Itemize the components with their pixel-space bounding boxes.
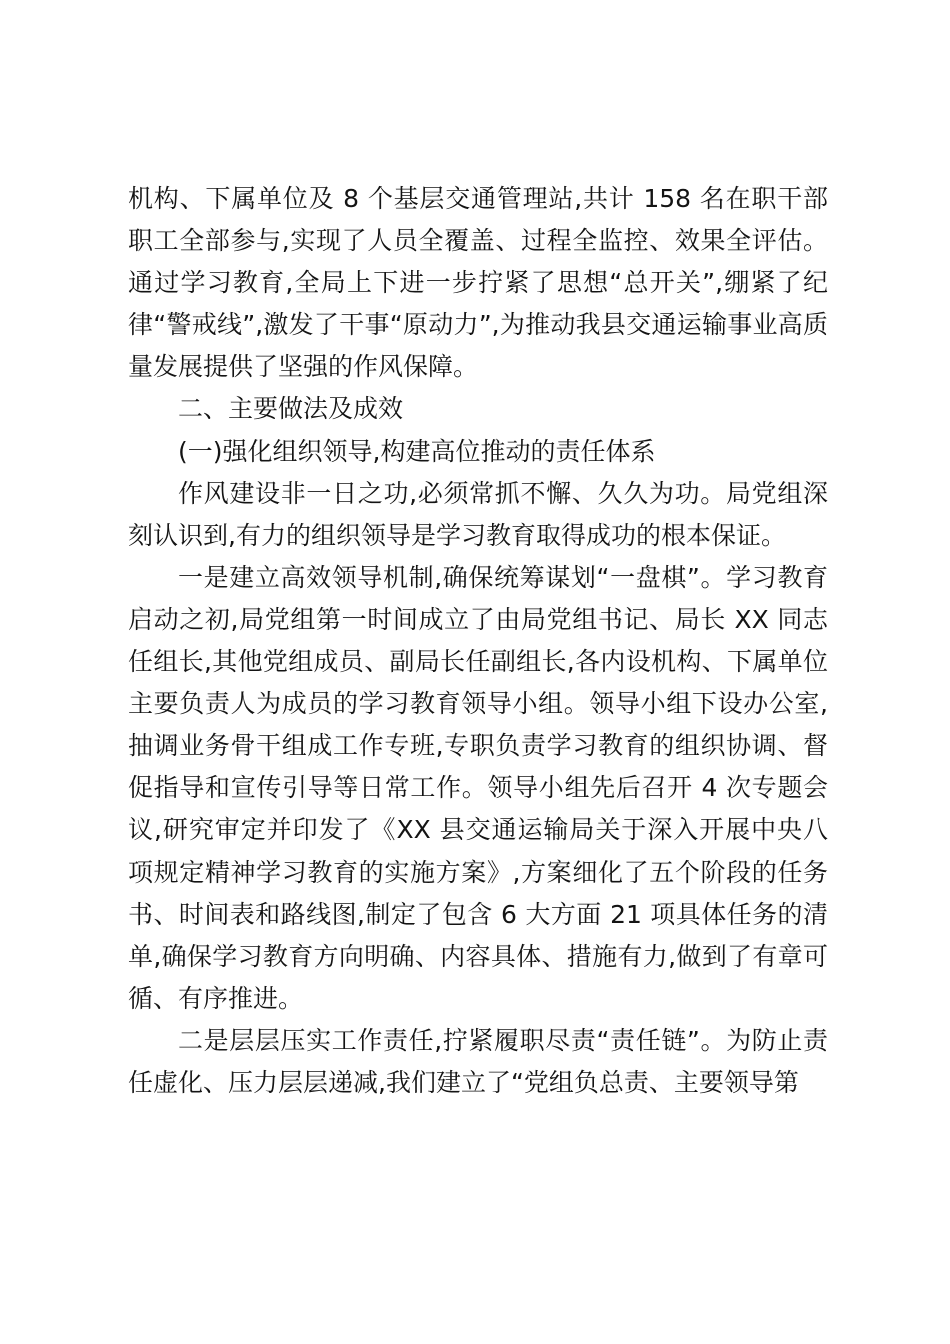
section-heading: 二、主要做法及成效 xyxy=(178,394,404,424)
paragraph-intro: 作风建设非一日之功,必须常抓不懈、久久为功。局党组深刻认识到,有力的组织领导是学习教育取得成功的根本保证。 xyxy=(128,478,828,550)
subsection-heading: (一)强化组织领导,构建高位推动的责任体系 xyxy=(178,436,656,466)
paragraph-second-measure: 二是层层压实工作责任,拧紧履职尽责“责任链”。为防止责任虚化、压力层层递减,我们建立了“党组负总责、主要领导第 xyxy=(128,1025,828,1097)
paragraph-first-measure: 一是建立高效领导机制,确保统筹谋划“一盘棋”。学习教育启动之初,局党组第一时间成立了由局党组书记、局长 XX 同志任组长,其他党组成员、副局长任副组长,各内设机构、下属单位主要负责人为成员的学习教育领导小组。领导小组下设办公室,抽调业务骨干组成工作专班,专职负责学习教育的组织协调、督促指导和宣传引导等日常工作。领导小组先后召开 4 次专题会议,研究审定并印发了《XX 县交通运输局关于深入开展中央八项规定精神学习教育的实施方案》,方案细化了五个阶段的任务书、时间表和路线图,制定了包含 6 大方面 21 项具体任务的清单,确保学习教育方向明确、内容具体、措施有力,做到了有章可循、有序推进。 xyxy=(128,562,828,1013)
paragraph-continuation: 机构、下属单位及 8 个基层交通管理站,共计 158 名在职干部职工全部参与,实现了人员全覆盖、过程全监控、效果全评估。通过学习教育,全局上下进一步拧紧了思想“总开关”,绷紧了纪律“警戒线”,激发了干事“原动力”,为推动我县交通运输事业高质量发展提供了坚强的作风保障。 xyxy=(128,184,828,382)
document-body xyxy=(128,178,828,1104)
